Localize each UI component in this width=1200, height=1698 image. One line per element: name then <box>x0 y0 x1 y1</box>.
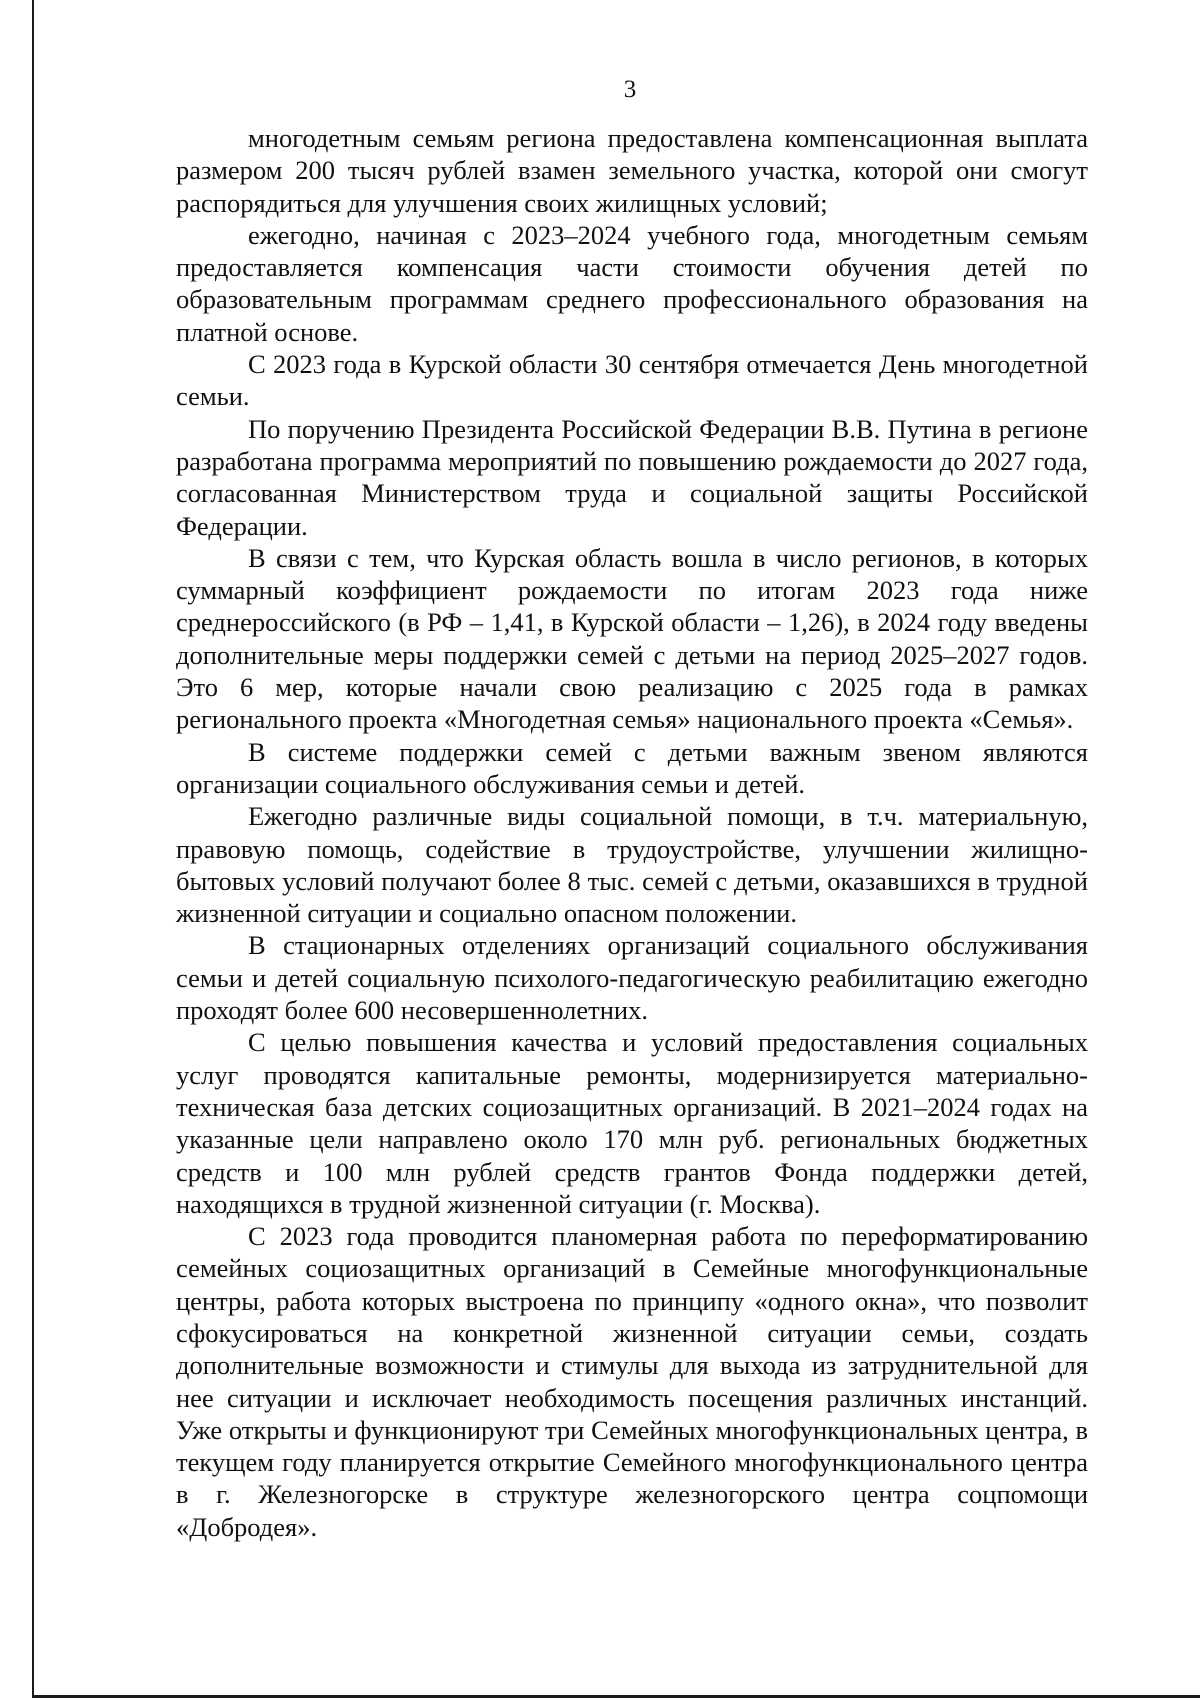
paragraph-compensation-payment: многодетным семьям региона предоставлена компенсационная выплата размером 200 тысяч рублей взамен земельного участка, которой они смогут распорядиться для улучшения своих жилищных условий; <box>176 123 1088 218</box>
paragraph-additional-measures: В связи с тем, что Курская область вошла в число регионов, в которых суммарный коэффициент рождаемости по итогам 2023 года ниже среднероссийского (в РФ – 1,41, в Курской области – 1,26), в 2024 году введены дополнительные меры поддержки семей с детьми на период 2025–2027 годов. Это 6 мер, которые начали свою реализацию с 2025 года в рамках регионального проекта «Многодетная семья» национального проекта «Семья». <box>176 542 1088 735</box>
paragraph-social-service-organizations: В системе поддержки семей с детьми важным звеном являются организации социального обслуживания семьи и детей. <box>176 736 1088 799</box>
paragraph-capital-repairs: С целью повышения качества и условий предоставления социальных услуг проводятся капитальные ремонты, модернизируется материально-техническая база детских социозащитных организаций. В 2021–2024 годах на указанные цели направлено около 170 млн руб. региональных бюджетных средств и 100 млн рублей средств грантов Фонда поддержки детей, находящихся в трудной жизненной ситуации (г. Москва). <box>176 1027 1088 1219</box>
paragraph-birth-rate-program: По поручению Президента Российской Федерации В.В. Путина в регионе разработана программа мероприятий по повышению рождаемости до 2027 года, согласованная Министерством труда и социальной защиты Российской Федерации. <box>176 413 1088 541</box>
paragraph-social-assistance: Ежегодно различные виды социальной помощи, в т.ч. материальную, правовую помощь, содействие в трудоустройстве, улучшении жилищно-бытовых условий получают более 8 тыс. семей с детьми, оказавшихся в трудной жизненной ситуации и социально опасном положении. <box>176 801 1088 929</box>
page-number: 3 <box>623 76 637 103</box>
paragraph-family-centers: С 2023 года проводится планомерная работа по переформатированию семейных социозащитных организаций в Семейные многофункциональные центры, работа которых выстроена по принципу «одного окна», что позволит сфокусироваться на конкретной жизненной ситуации семьи, создать дополнительные возможности и стимулы для выхода из затруднительной для нее ситуации и исключает необходимость посещения различных инстанций. Уже открыты и функционируют три Семейных многофункциональных центра, в текущем году планируется открытие Семейного многофункционального центра в г. Железногорске в структуре железногорского центра соцпомощи «Добродея». <box>176 1221 1088 1542</box>
paragraph-large-family-day: С 2023 года в Курской области 30 сентября отмечается День многодетной семьи. <box>176 349 1088 412</box>
scan-edge-left <box>0 0 34 1698</box>
paragraph-education-compensation: ежегодно, начиная с 2023–2024 учебного года, многодетным семьям предоставляется компенсация части стоимости обучения детей по образовательным программам среднего профессионального образования на платной основе. <box>176 219 1088 347</box>
paragraph-rehabilitation: В стационарных отделениях организаций социального обслуживания семьи и детей социальную психолого-педагогическую реабилитацию ежегодно проходят более 600 несовершеннолетних. <box>176 930 1088 1026</box>
document-body <box>176 122 1088 1543</box>
